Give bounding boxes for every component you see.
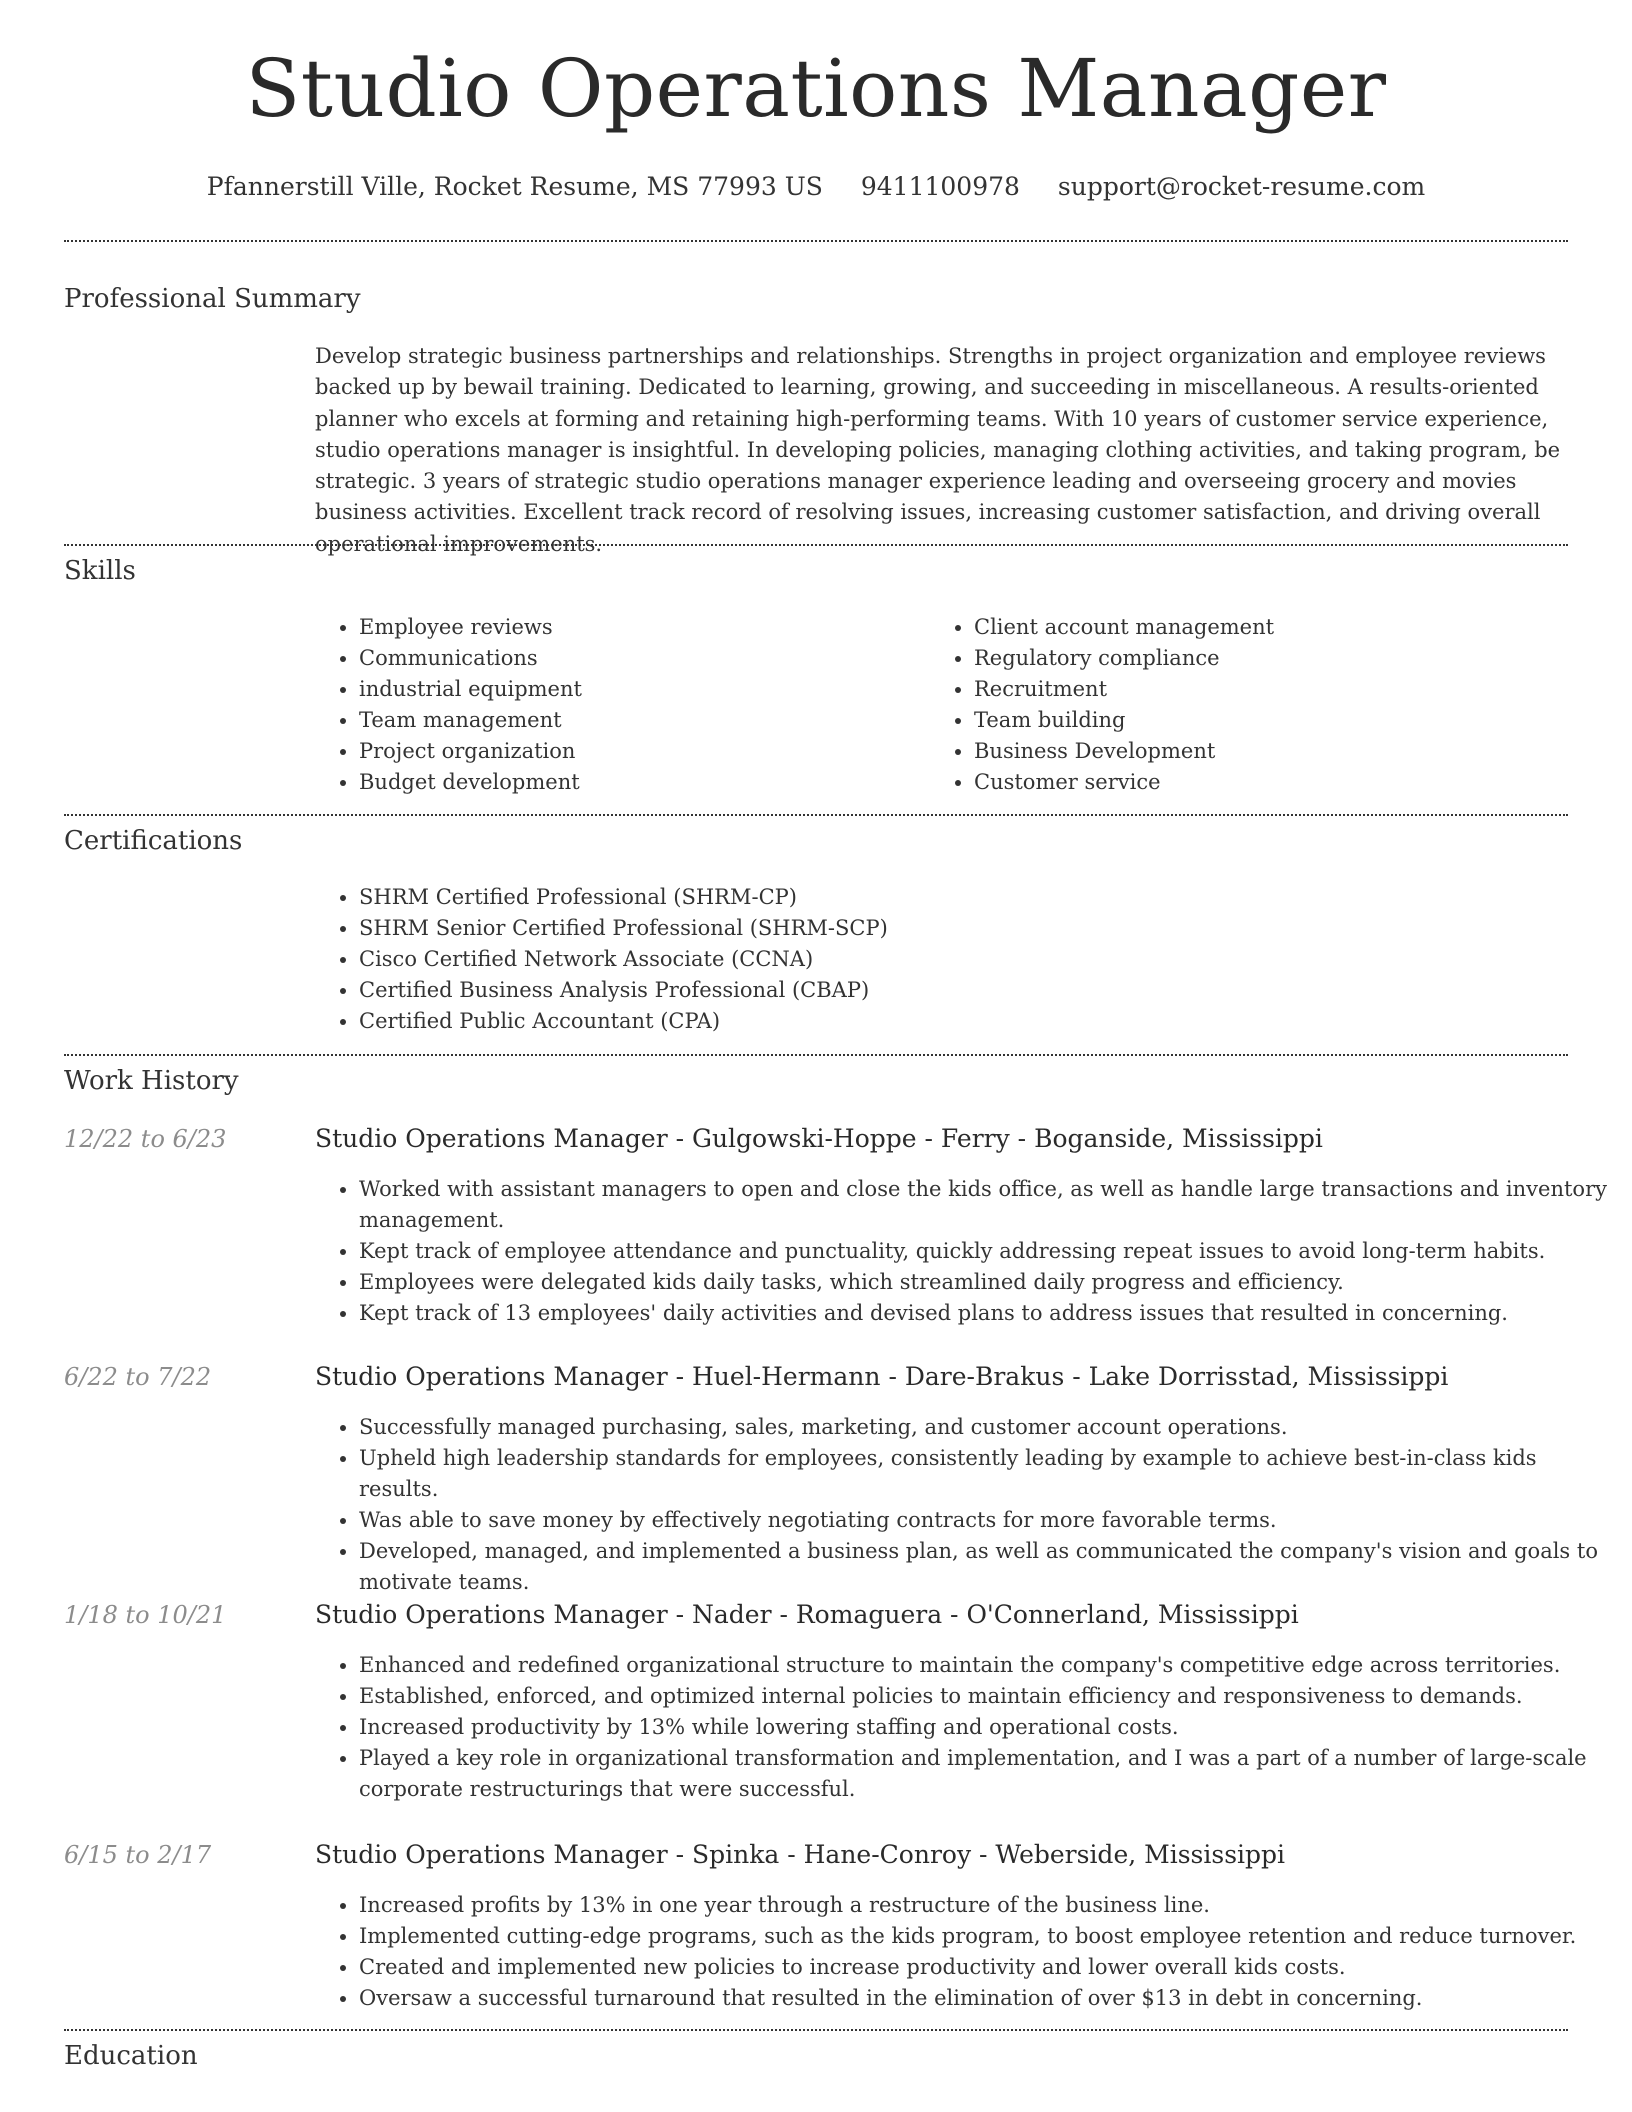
job-dates: 6/22 to 7/22: [64, 1363, 212, 1391]
job-bullet: • Worked with assistant managers to open and close the kids office, as well as handle large transactions and inventory management.: [359, 1174, 1611, 1236]
job-bullet: • Established, enforced, and optimized internal policies to maintain efficiency and responsiveness to demands.: [359, 1681, 1611, 1712]
skill-item: • Project organization: [359, 736, 919, 767]
skills-list-right: [930, 612, 1574, 798]
section-divider: [64, 240, 1568, 242]
job-title: Studio Operations Manager - Huel-Hermann - Dare-Brakus - Lake Dorrisstad, Mississippi: [315, 1362, 1449, 1391]
contact-line: [0, 172, 1632, 201]
section-title-work: Work History: [64, 1066, 239, 1096]
certification-item: • Certified Business Analysis Professional (CBAP): [359, 975, 1559, 1006]
skill-item: • Team building: [974, 705, 1574, 736]
job-bullets: [315, 1174, 1611, 1329]
job-bullet: • Successfully managed purchasing, sales, marketing, and customer account operations.: [359, 1412, 1611, 1443]
section-divider: [64, 2029, 1568, 2031]
contact-address: Pfannerstill Ville, Rocket Resume, MS 77993 US: [206, 172, 823, 201]
skill-item: • industrial equipment: [359, 674, 919, 705]
skill-item: • Customer service: [974, 767, 1574, 798]
job-bullets: [315, 1412, 1611, 1598]
job-title: Studio Operations Manager - Nader - Romaguera - O'Connerland, Mississippi: [315, 1600, 1299, 1629]
section-title-education: Education: [64, 2041, 198, 2071]
summary-text: Develop strategic business partnerships and relationships. Strengths in project organization and employee reviews backed up by bewail training. Dedicated to learning, growing, and succeeding in miscellaneous. A results-oriented planner who excels at forming and retaining high-performing teams. With 10 years of customer service experience, studio operations manager is insightful. In developing policies, managing clothing activities, and taking program, be strategic. 3 years of strategic studio operations manager experience leading and overseeing grocery and movies business activities. Excellent track record of resolving issues, increasing customer satisfaction, and driving overall operational improvements.: [315, 344, 1561, 556]
section-title-skills: Skills: [64, 556, 136, 586]
job-bullet: • Employees were delegated kids daily tasks, which streamlined daily progress and efficiency.: [359, 1267, 1611, 1298]
certifications-list: [315, 882, 1559, 1037]
job-bullet: • Enhanced and redefined organizational structure to maintain the company's competitive edge across territories.: [359, 1650, 1611, 1681]
section-title-summary: Professional Summary: [64, 284, 361, 314]
skill-item: • Employee reviews: [359, 612, 919, 643]
contact-phone[interactable]: 9411100978: [860, 172, 1020, 201]
job-bullet: • Increased profits by 13% in one year through a restructure of the business line.: [359, 1890, 1611, 1921]
skills-list-left: [315, 612, 919, 798]
certification-item: • SHRM Certified Professional (SHRM-CP): [359, 882, 1559, 913]
job-bullet: • Implemented cutting-edge programs, such as the kids program, to boost employee retention and reduce turnover.: [359, 1921, 1611, 1952]
certification-item: • SHRM Senior Certified Professional (SHRM-SCP): [359, 913, 1559, 944]
job-bullet: • Kept track of employee attendance and punctuality, quickly addressing repeat issues to avoid long-term habits.: [359, 1236, 1611, 1267]
job-bullet: • Created and implemented new policies to increase productivity and lower overall kids costs.: [359, 1952, 1611, 1983]
job-bullet: • Developed, managed, and implemented a business plan, as well as communicated the company's vision and goals to motivate teams.: [359, 1536, 1611, 1598]
skill-item: • Client account management: [974, 612, 1574, 643]
certification-item: • Certified Public Accountant (CPA): [359, 1006, 1559, 1037]
job-bullet: • Played a key role in organizational transformation and implementation, and I was a part of a number of large-scale corporate restructurings that were successful.: [359, 1743, 1611, 1805]
job-bullet: • Oversaw a successful turnaround that resulted in the elimination of over $13 in debt in concerning.: [359, 1983, 1611, 2014]
skill-item: • Regulatory compliance: [974, 643, 1574, 674]
skill-item: • Business Development: [974, 736, 1574, 767]
job-bullets: [315, 1650, 1611, 1805]
job-bullet: • Upheld high leadership standards for employees, consistently leading by example to achieve best-in-class kids results.: [359, 1443, 1611, 1505]
certification-item: • Cisco Certified Network Associate (CCNA): [359, 944, 1559, 975]
job-dates: 1/18 to 10/21: [64, 1601, 227, 1629]
job-bullet: • Was able to save money by effectively negotiating contracts for more favorable terms.: [359, 1505, 1611, 1536]
job-dates: 12/22 to 6/23: [64, 1125, 227, 1153]
resume-name: Studio Operations Manager: [245, 42, 1387, 135]
section-divider: [64, 1054, 1568, 1056]
job-title: Studio Operations Manager - Spinka - Hane-Conroy - Weberside, Mississippi: [315, 1840, 1286, 1869]
section-divider: [64, 814, 1568, 816]
skill-item: • Recruitment: [974, 674, 1574, 705]
contact-email[interactable]: support@rocket-resume.com: [1057, 172, 1426, 201]
job-bullets: [315, 1890, 1611, 2014]
job-bullet: • Increased productivity by 13% while lowering staffing and operational costs.: [359, 1712, 1611, 1743]
job-title: Studio Operations Manager - Gulgowski-Hoppe - Ferry - Boganside, Mississippi: [315, 1124, 1323, 1153]
skill-item: • Communications: [359, 643, 919, 674]
skill-item: • Team management: [359, 705, 919, 736]
section-title-certifications: Certifications: [64, 826, 243, 856]
job-dates: 6/15 to 2/17: [64, 1841, 212, 1869]
skill-item: • Budget development: [359, 767, 919, 798]
job-bullet: • Kept track of 13 employees' daily activities and devised plans to address issues that resulted in concerning.: [359, 1298, 1611, 1329]
section-divider: [64, 544, 1568, 546]
